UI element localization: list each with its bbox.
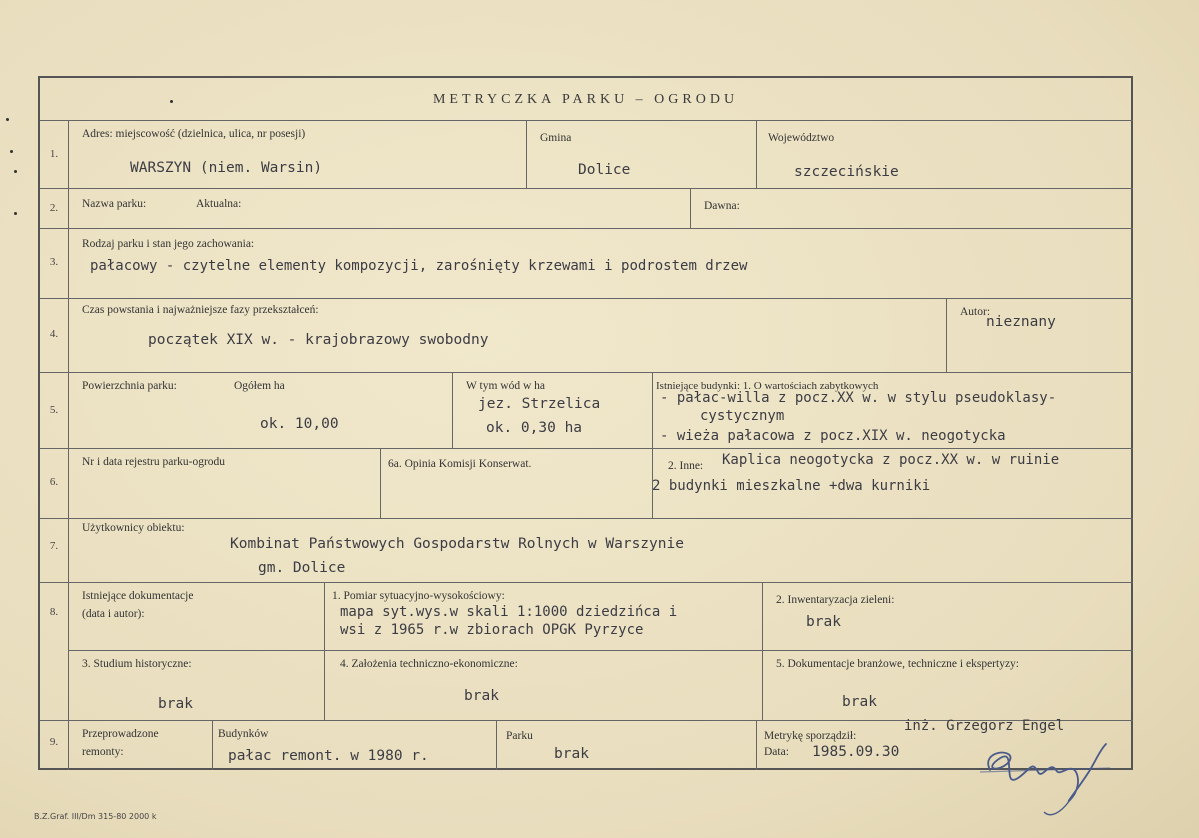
address-value: WARSZYN (niem. Warsin) bbox=[130, 160, 323, 176]
conservator-opinion-label: 6a. Opinia Komisji Konserwat. bbox=[388, 458, 532, 470]
renovations-label: Przeprowadzone bbox=[82, 728, 159, 740]
branch-docs-label: 5. Dokumentacje branżowe, techniczne i ekspertyzy: bbox=[776, 658, 1019, 670]
survey-value-2: wsi z 1965 r.w zbiorach OPGK Pyrzyce bbox=[340, 622, 644, 638]
wojewodztwo-label: Województwo bbox=[768, 132, 835, 144]
origin-value: początek XIX w. - krajobrazowy swobodny bbox=[148, 332, 489, 348]
water-area-label: W tym wód w ha bbox=[466, 380, 546, 392]
punch-mark bbox=[14, 212, 17, 215]
row-number: 5. bbox=[49, 404, 59, 416]
register-label: Nr i data rejestru parku-ogrodu bbox=[82, 456, 226, 468]
punch-mark bbox=[10, 150, 13, 153]
documentation-label: Istniejące dokumentacje bbox=[82, 590, 194, 602]
prepared-by-label: Metrykę sporządził: bbox=[764, 730, 857, 742]
date-label: Data: bbox=[764, 746, 789, 758]
park-record-form bbox=[38, 76, 1133, 770]
history-study-label: 3. Studium historyczne: bbox=[82, 658, 192, 670]
inventory-value: brak bbox=[806, 614, 841, 630]
punch-mark bbox=[14, 170, 17, 173]
row-number: 9. bbox=[49, 736, 59, 748]
park-type-value: pałacowy - czytelne elementy kompozycji, zarośnięty krzewami i podrostem drzew bbox=[90, 258, 748, 274]
building-entry: Kaplica neogotycka z pocz.XX w. w ruinie bbox=[722, 452, 1060, 468]
former-name-label: Dawna: bbox=[704, 200, 740, 212]
building-renovations-value: pałac remont. w 1980 r. bbox=[228, 748, 429, 764]
row-number: 3. bbox=[49, 256, 59, 268]
row-number: 7. bbox=[49, 540, 59, 552]
technical-assumptions-label: 4. Założenia techniczno-ekonomiczne: bbox=[340, 658, 518, 670]
park-type-label: Rodzaj parku i stan jego zachowania: bbox=[82, 238, 255, 250]
buildings-label: Istniejące budynki: 1. O wartościach zabytkowych bbox=[656, 380, 879, 392]
park-renovations-label: Parku bbox=[506, 730, 533, 742]
users-value: Kombinat Państwowych Gospodarstw Rolnych w Warszynie bbox=[230, 536, 684, 552]
park-name-label: Nazwa parku: bbox=[82, 198, 147, 210]
building-renovations-label: Budynków bbox=[218, 728, 269, 740]
current-name-label: Aktualna: bbox=[196, 198, 242, 210]
date-value: 1985.09.30 bbox=[812, 744, 900, 760]
row-number: 2. bbox=[49, 202, 59, 214]
history-study-value: brak bbox=[158, 696, 193, 712]
author-value: nieznany bbox=[986, 314, 1056, 330]
water-area-value: ok. 0,30 ha bbox=[486, 420, 583, 436]
punch-mark bbox=[6, 118, 9, 121]
wojewodztwo-value: szczecińskie bbox=[794, 164, 899, 180]
signature bbox=[960, 730, 1140, 820]
row-number: 6. bbox=[49, 476, 59, 488]
form-title: METRYCZKA PARKU – OGRODU bbox=[432, 92, 739, 107]
water-body-value: jez. Strzelica bbox=[478, 396, 601, 412]
row-number: 1. bbox=[49, 148, 59, 160]
inventory-label: 2. Inwentaryzacja zieleni: bbox=[776, 594, 895, 606]
total-area-value: ok. 10,00 bbox=[260, 416, 339, 432]
area-label: Powierzchnia parku: bbox=[82, 380, 177, 392]
other-buildings-value: 2 budynki mieszkalne +dwa kurniki bbox=[652, 478, 931, 494]
branch-docs-value: brak bbox=[842, 694, 877, 710]
total-area-label: Ogółem ha bbox=[234, 380, 285, 392]
survey-value: mapa syt.wys.w skali 1:1000 dziedzińca i bbox=[340, 604, 678, 620]
building-entry: - pałac-willa z pocz.XX w. w stylu pseudoklasy- bbox=[660, 390, 1057, 406]
row-number: 4. bbox=[49, 328, 59, 340]
users-label: Użytkownicy obiektu: bbox=[82, 522, 185, 534]
building-entry: cystycznym bbox=[700, 408, 785, 424]
gmina-label: Gmina bbox=[540, 132, 572, 144]
survey-label: 1. Pomiar sytuacyjno-wysokościowy: bbox=[332, 590, 505, 602]
row-number: 8. bbox=[49, 606, 59, 618]
origin-label: Czas powstania i najważniejsze fazy przekształceń: bbox=[82, 304, 319, 316]
author-label: Autor: bbox=[960, 306, 991, 318]
address-label: Adres: miejscowość (dzielnica, ulica, nr posesji) bbox=[82, 128, 306, 140]
technical-assumptions-value: brak bbox=[464, 688, 499, 704]
gmina-value: Dolice bbox=[578, 162, 631, 178]
renovations-sub-label: remonty: bbox=[82, 746, 124, 758]
prepared-by-value: inż. Grzegorz Engel bbox=[904, 718, 1065, 734]
building-entry: - wieża pałacowa z pocz.XIX w. neogotycka bbox=[660, 428, 1006, 444]
form-footer-code: B.Z.Graf. III/Dm 315-80 2000 k bbox=[34, 812, 157, 821]
users-value-2: gm. Dolice bbox=[258, 560, 346, 576]
documentation-sub-label: (data i autor): bbox=[82, 608, 145, 620]
other-buildings-label: 2. Inne: bbox=[668, 460, 704, 472]
park-renovations-value: brak bbox=[554, 746, 589, 762]
